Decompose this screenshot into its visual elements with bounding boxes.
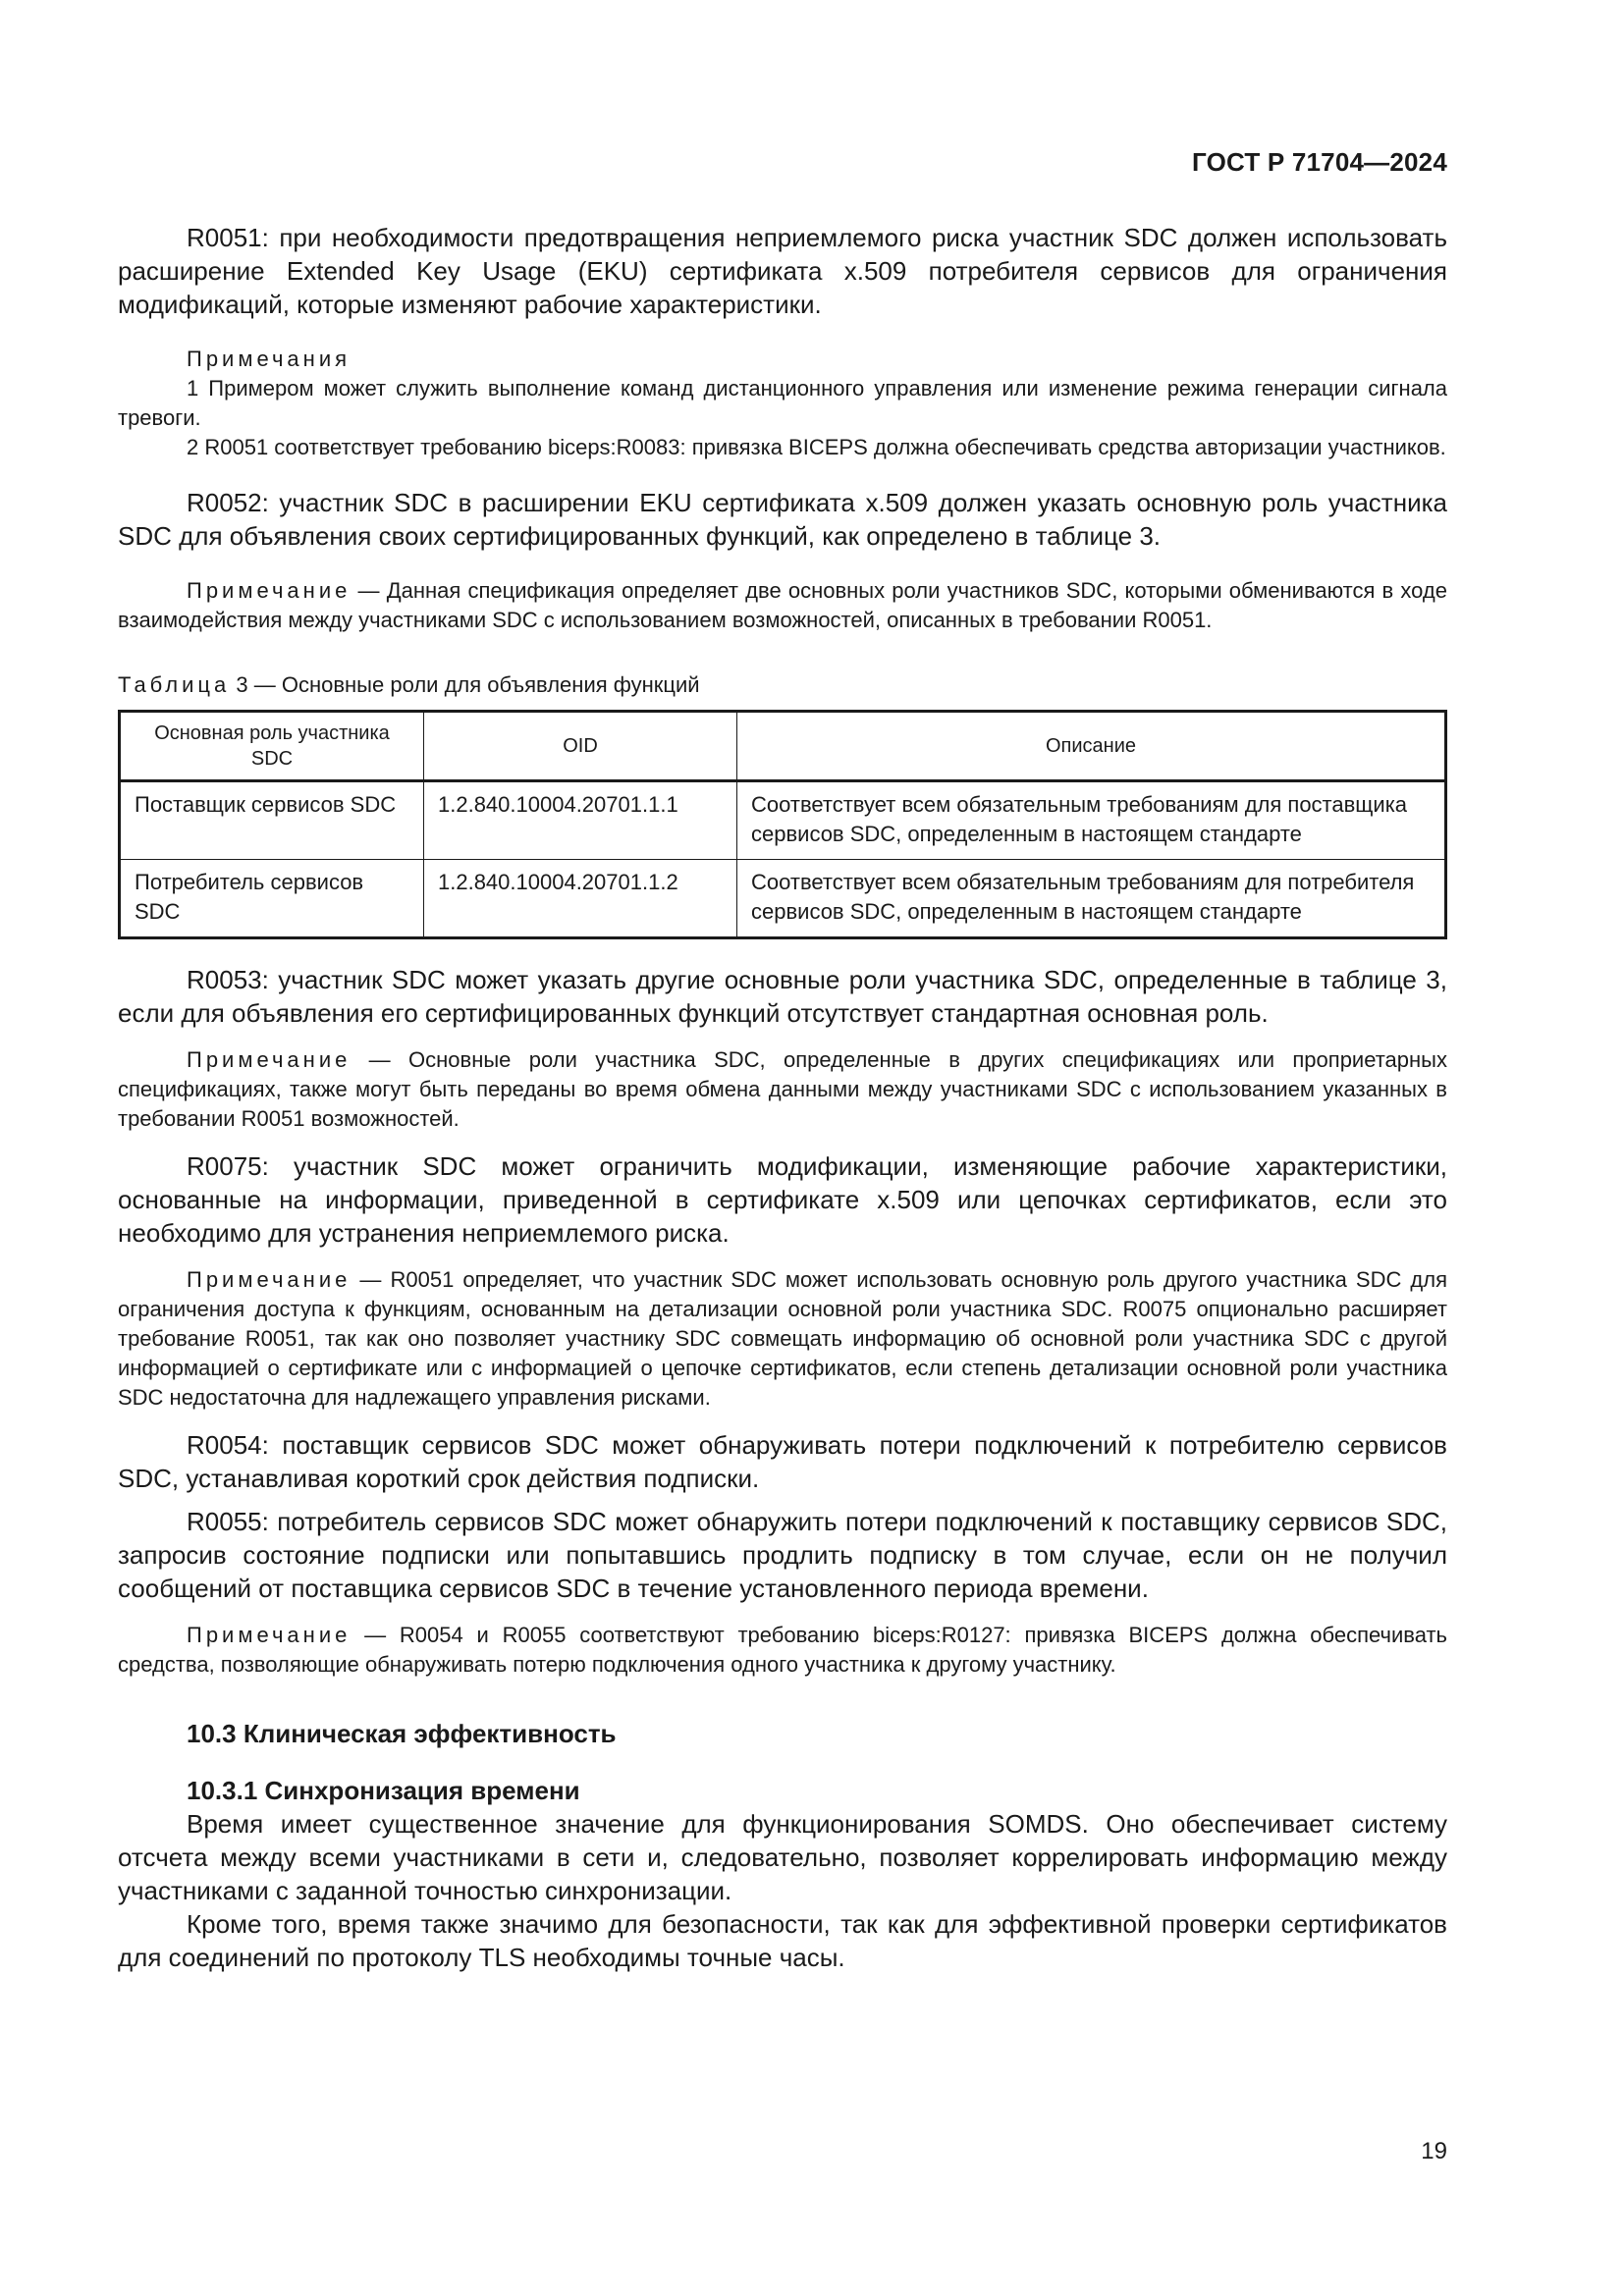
note-r0054-r0055: [118, 1621, 1447, 1680]
note-dash: —: [351, 1623, 400, 1647]
cell-description: Соответствует всем обязательным требованиям для потребителя сервисов SDC, определенным в настоящем стандарте: [737, 860, 1446, 938]
section-heading-10-3-1: 10.3.1 Синхронизация времени: [187, 1776, 580, 1805]
requirement-r0053: R0053: участник SDC может указать другие основные роли участника SDC, определенные в таблице 3, если для объявления его сертифицированных функций отсутствует стандартная основная роль.: [118, 965, 1447, 1028]
cell-oid: 1.2.840.10004.20701.1.2: [424, 860, 737, 938]
notes-heading: Примечания: [187, 347, 352, 371]
requirement-r0054: R0054: поставщик сервисов SDC может обнаруживать потери подключений к потребителю сервисов SDC, устанавливая короткий срок действия подписки.: [118, 1430, 1447, 1493]
note-dash: —: [351, 1267, 391, 1292]
cell-oid: 1.2.840.10004.20701.1.1: [424, 781, 737, 860]
page-number: 19: [1421, 2138, 1447, 2164]
page-content: [118, 221, 1447, 1974]
note-label: Примечание: [187, 578, 352, 603]
header-role: Основная роль участника SDC: [120, 712, 424, 781]
note-text: Основные роли участника SDC, определенные в других спецификациях или проприетарных спецификациях, также могут быть переданы во время обмена данными между участниками SDC с использованием указанных в требовании R0051 возможностей.: [118, 1047, 1447, 1131]
note-text: R0054 и R0055 соответствуют требованию biceps:R0127: привязка BICEPS должна обеспечивать средства, позволяющие обнаруживать потерю подключения одного участника к другому участнику.: [118, 1623, 1447, 1677]
note-r0053: [118, 1045, 1447, 1134]
note-text: Данная спецификация определяет две основных роли участников SDC, которыми обмениваются в ходе взаимодействия между участниками SDC с использованием возможностей, описанных в требовании R0051.: [118, 578, 1447, 632]
cell-role: Потребитель сервисов SDC: [120, 860, 424, 938]
table-caption: [118, 670, 1447, 700]
standard-designation: ГОСТ Р 71704—2024: [1192, 147, 1447, 177]
requirement-r0055: R0055: потребитель сервисов SDC может обнаружить потери подключений к поставщику сервисов SDC, запросив состояние подписки или попытавшись продлить подписку в том случае, если он не получил сообщений от поставщика сервисов SDC в течение установленного периода времени.: [118, 1507, 1447, 1603]
header-oid: OID: [424, 712, 737, 781]
cell-role: Поставщик сервисов SDC: [120, 781, 424, 860]
table-row: [120, 781, 1446, 860]
requirement-r0052: R0052: участник SDC в расширении EKU сертификата x.509 должен указать основную роль участника SDC для объявления своих сертифицированных функций, как определено в таблице 3.: [118, 488, 1447, 551]
note-label: Примечание: [187, 1623, 352, 1647]
note-dash: —: [351, 1047, 409, 1072]
roles-table: [118, 710, 1447, 939]
note-2: 2 R0051 соответствует требованию biceps:R0083: привязка BICEPS должна обеспечивать средства авторизации участников.: [187, 435, 1446, 459]
paragraph-time-sync: Время имеет существенное значение для функционирования SOMDS. Оно обеспечивает систему отсчета между всеми участниками в сети и, следовательно, позволяет коррелировать информацию между участниками с заданной точностью синхронизации.: [118, 1809, 1447, 1905]
header-description: Описание: [737, 712, 1446, 781]
table-caption-label: Таблица: [118, 672, 231, 697]
note-dash: —: [351, 578, 387, 603]
note-r0052: [118, 576, 1447, 635]
cell-description: Соответствует всем обязательным требованиям для поставщика сервисов SDC, определенным в настоящем стандарте: [737, 781, 1446, 860]
note-text: R0051 определяет, что участник SDC может использовать основную роль другого участника SDC для ограничения доступа к функциям, основанным на детализации основной роли участника SDC. R0075 опционально расширяет требование R0051, так как оно позволяет участнику SDC совмещать информацию об основной роли участника SDC с другой информацией о сертификате или с информацией о цепочке сертификатов, если степень детализации основной роли участника SDC недостаточна для надлежащего управления рисками.: [118, 1267, 1447, 1410]
table-header-row: [120, 712, 1446, 781]
note-label: Примечание: [187, 1267, 352, 1292]
requirement-r0075: R0075: участник SDC может ограничить модификации, изменяющие рабочие характеристики, основанные на информации, приведенной в сертификате x.509 или цепочках сертификатов, если это необходимо для устранения неприемлемого риска.: [118, 1151, 1447, 1248]
table-row: [120, 860, 1446, 938]
requirement-r0051: R0051: при необходимости предотвращения неприемлемого риска участник SDC должен использовать расширение Extended Key Usage (EKU) сертификата x.509 потребителя сервисов для ограничения модификаций, которые изменяют рабочие характеристики.: [118, 223, 1447, 319]
paragraph-time-security: Кроме того, время также значимо для безопасности, так как для эффективной проверки сертификатов для соединений по протоколу TLS необходимы точные часы.: [118, 1909, 1447, 1972]
note-label: Примечание: [187, 1047, 352, 1072]
table-caption-text: 3 — Основные роли для объявления функций: [236, 672, 700, 697]
note-r0075: [118, 1265, 1447, 1413]
section-heading-10-3: 10.3 Клиническая эффективность: [187, 1719, 617, 1748]
note-1: 1 Примером может служить выполнение команд дистанционного управления или изменение режима генерации сигнала тревоги.: [118, 376, 1447, 430]
